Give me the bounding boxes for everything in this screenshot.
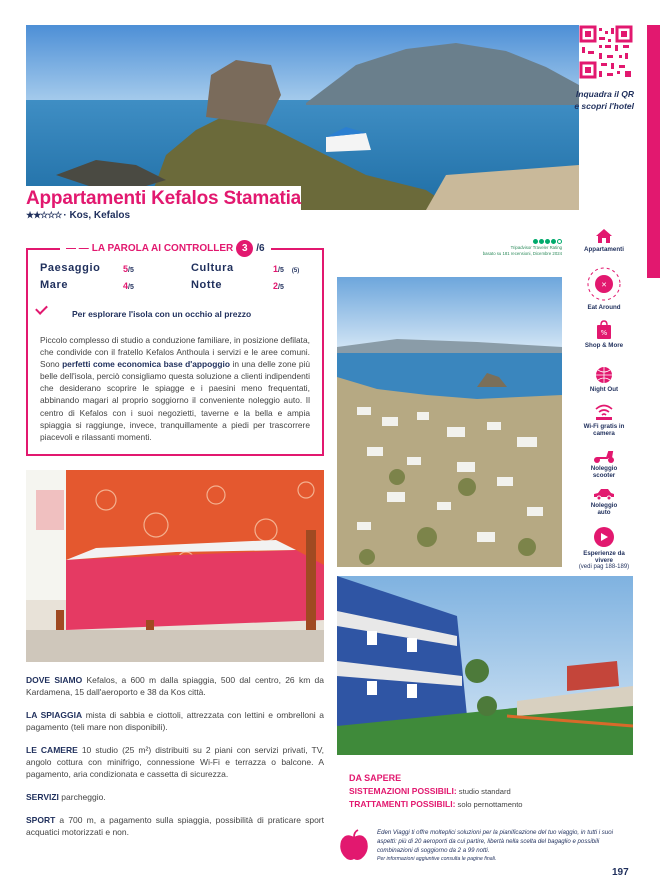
apple-icon (337, 828, 371, 862)
rating-label-paesaggio: Paesaggio (40, 262, 101, 274)
shopping-bag-icon (573, 320, 635, 340)
service-experiences: Esperienze da vivere (vedi pag 188-189) (573, 526, 635, 571)
da-sapere-box (349, 772, 589, 811)
controller-heading: — — LA PAROLA AI CONTROLLER 3 /6 (60, 240, 271, 257)
service-car: Noleggio auto (573, 488, 635, 516)
rating-value-paesaggio: 5/5 (123, 264, 134, 274)
da-sapere-heading: DA SAPERE (349, 773, 402, 783)
rating-value-mare: 4/5 (123, 281, 134, 291)
recommendation-text: Per esplorare l'isola con un occhio al prezzo (72, 309, 252, 319)
detail-camere: LE CAMERE 10 studio (25 m²) distribuiti su 2 piani con servizi privati, TV, angolo cottura con minifrigo, connessione Wi-Fi e terrazza o balcone. A pagamento, aria condizionata e cassetta di sicurezza. (26, 745, 324, 779)
footnote-text: Eden Viaggi ti offre molteplici soluzioni per la pianificazione del tuo viaggio, in tutti i suoi aspetti: più di 20 aeroporti da cui partire, libertà nella scelta del bagaglio e possibili combinazioni di soggiorno da 2 a 99 notti. (377, 829, 613, 854)
experiences-page-ref: (vedi pag 188-189) (578, 564, 630, 570)
controller-score-max: /6 (256, 243, 265, 254)
qr-caption-line2: e scopri l'hotel (574, 101, 634, 111)
service-wifi: Wi-Fi gratis in camera (573, 403, 635, 437)
detail-dove-siamo: DOVE SIAMO Kefalos, a 600 m dalla spiaggia, 500 dal centro, 26 km da Kardamena, 15 dall'aeroporto e 38 da Kos città. (26, 675, 325, 697)
footnote-small: Per informazioni aggiuntive consulta le pagine finali. (377, 856, 497, 862)
experience-icon (573, 526, 635, 548)
building-photo (337, 576, 633, 755)
qr-code[interactable] (579, 25, 633, 79)
title-box (26, 186, 301, 210)
details-section (26, 674, 324, 849)
page-number: 197 (612, 867, 629, 878)
eat-around-icon (573, 266, 635, 302)
hotel-location: · Kos, Kefalos (63, 210, 131, 221)
intro-paragraph: Piccolo complesso di studio a conduzione familiare, in posizione defilata, che condivide con il fratello Kefalos Anthoula i servizi e le aree comuni. Sono perfetti come economica base d'appoggio in una delle zone più belle dell'isola, perciò consigliamo questa soluzione a clienti indipendenti che desiderano scoprire le spiagge e i paesini meno frequentati, abbinando magari al proprio soggiorno il conveniente noleggio auto. Il centro di Kefalos con i suoi negozietti, taverne e la bella e ampia spiaggia si raggiunge, invece, tranquillamente a piedi per trascorrere piacevoli e rilassanti momenti. (40, 335, 310, 442)
rating-label-cultura: Cultura (191, 262, 234, 274)
qr-caption (566, 88, 634, 112)
footnote (377, 828, 634, 864)
controller-score: 3 (236, 240, 253, 257)
tripadvisor-reviews: basato su 181 recensioni, Dicembre 2024 (482, 250, 562, 256)
rating-label-notte: Notte (191, 279, 223, 291)
service-night-out: Night Out (573, 366, 635, 393)
disco-ball-icon (573, 366, 635, 384)
service-eat-around: ✕ Eat Around (573, 266, 635, 311)
hotel-title: Appartamenti Kefalos Stamatia (26, 188, 302, 209)
home-icon (573, 228, 635, 244)
service-shop: % Shop & More (573, 320, 635, 349)
car-icon (573, 488, 635, 500)
side-accent-stripe (647, 25, 660, 278)
trattamenti-line: TRATTAMENTI POSSIBILI: solo pernottamento (349, 799, 523, 809)
svg-text:✕: ✕ (601, 281, 607, 289)
rating-value-notte: 2/5 (273, 281, 284, 291)
rating-label-mare: Mare (40, 279, 69, 291)
sistemazioni-line: SISTEMAZIONI POSSIBILI: studio standard (349, 786, 511, 796)
village-photo (337, 277, 562, 567)
intro-highlight: perfetti come economica base d'appoggio (62, 359, 230, 370)
tripadvisor-label: Tripadvisor Traveler Rating (510, 245, 562, 250)
detail-sport: SPORT a 700 m, a pagamento sulla spiaggia, possibilità di praticare sport acquatici motorizzati e non. (26, 815, 324, 837)
hotel-subtitle (26, 210, 130, 221)
svg-text:%: % (600, 329, 608, 337)
room-photo (26, 470, 324, 662)
wifi-icon (573, 403, 635, 421)
detail-spiaggia: LA SPIAGGIA mista di sabbia e ciottoli, attrezzata con lettini e ombrelloni a pagamento (teli mare non disponibili). (26, 710, 324, 732)
service-appartamenti: Appartamenti (573, 228, 635, 253)
rating-value-cultura: 1/5 (5) (273, 264, 300, 274)
star-rating: ★★☆☆☆ (26, 210, 62, 220)
controller-heading-text: LA PAROLA AI CONTROLLER (91, 243, 234, 254)
detail-servizi: SERVIZI parcheggio. (26, 792, 106, 802)
service-scooter: Noleggio scooter (573, 449, 635, 479)
tripadvisor-bubbles (476, 239, 562, 244)
qr-caption-line1: Inquadra il QR (575, 89, 634, 99)
hero-photo-kastri-island (26, 25, 579, 210)
scooter-icon (573, 449, 635, 463)
tripadvisor-rating (476, 239, 562, 256)
